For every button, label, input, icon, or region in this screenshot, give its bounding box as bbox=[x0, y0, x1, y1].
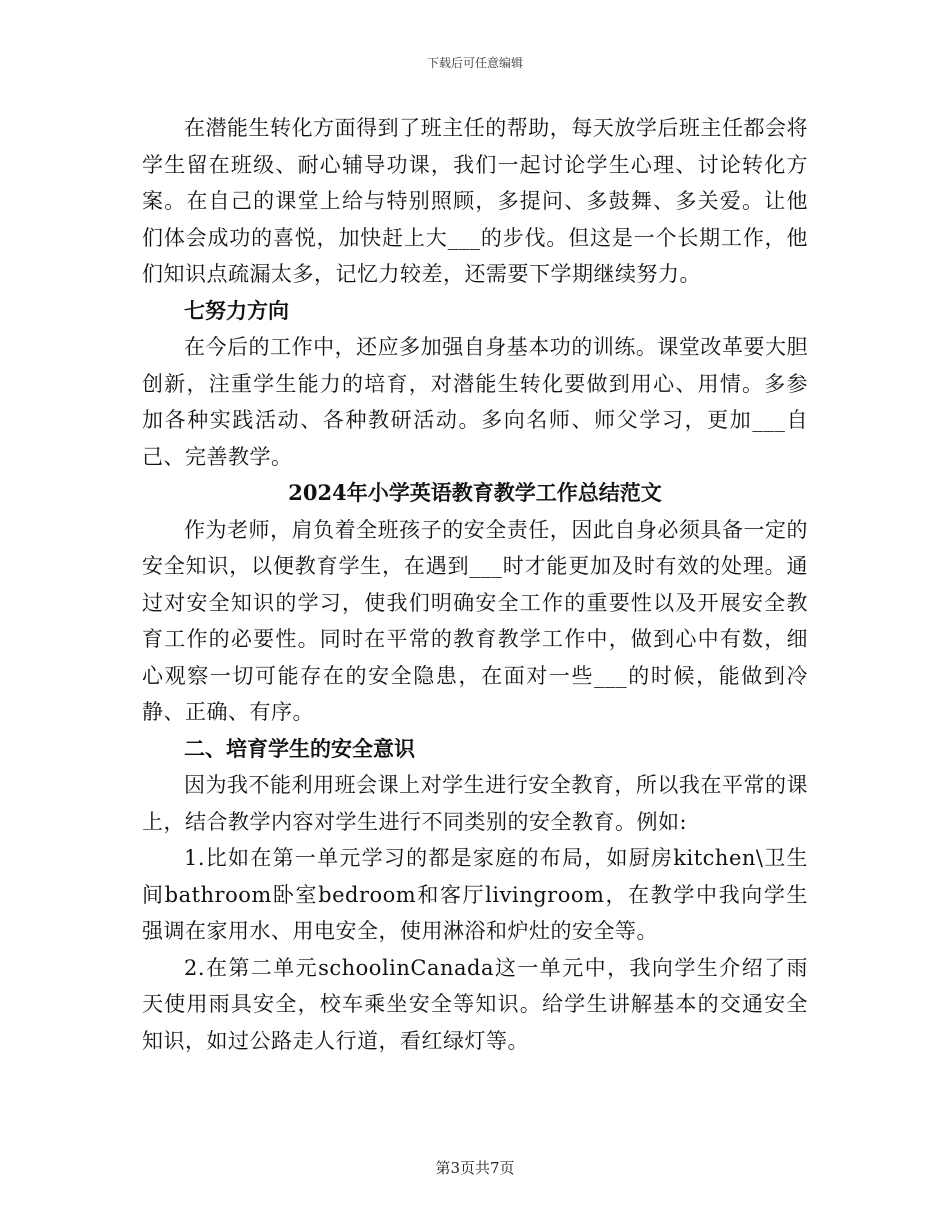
page-header: 下载后可任意编辑 bbox=[426, 56, 523, 70]
section-heading-2: 二、培育学生的安全意识 bbox=[184, 735, 415, 761]
list-item-2: 2.在第二单元schoolinCanada这一单元中，我向学生介绍了雨天使用雨具安全，校车乘坐安全等知识。给学生讲解基本的交通安全知识，如过公路走人行道，看红绿灯等。 bbox=[142, 955, 808, 1053]
paragraph-4: 因为我不能利用班会课上对学生进行安全教育，所以我在平常的课上，结合教学内容对学生进行不同类别的安全教育。例如: bbox=[142, 773, 808, 834]
list-item-1: 1.比如在第一单元学习的都是家庭的布局，如厨房kitchen\卫生间bathroom卧室bedroom和客厅livingroom，在教学中我向学生强调在家用水、用电安全，使用淋浴和炉灶的安全等。 bbox=[142, 846, 808, 943]
section-heading-7: 七努力方向 bbox=[184, 297, 289, 323]
document-body bbox=[142, 110, 808, 1059]
document-title: 2024年小学英语教育教学工作总结范文 bbox=[288, 480, 662, 505]
page-footer: 第3页共7页 bbox=[435, 1159, 515, 1177]
paragraph-1: 在潜能生转化方面得到了班主任的帮助，每天放学后班主任都会将学生留在班级、耐心辅导功课，我们一起讨论学生心理、讨论转化方案。在自己的课堂上给与特别照顾，多提问、多鼓舞、多关爱。让他们体会成功的喜悦，加快赶上大___的步伐。但这是一个长期工作，他们知识点疏漏太多，记忆力较差，还需要下学期继续努力。 bbox=[142, 116, 808, 286]
paragraph-3: 作为老师，肩负着全班孩子的安全责任，因此自身必须具备一定的安全知识，以便教育学生，在遇到___时才能更加及时有效的处理。通过对安全知识的学习，使我们明确安全工作的重要性以及开展安全教育工作的必要性。同时在平常的教育教学工作中，做到心中有数，细心观察一切可能存在的安全隐患，在面对一些___的时候，能做到冷静、正确、有序。 bbox=[142, 517, 808, 724]
paragraph-2: 在今后的工作中，还应多加强自身基本功的训练。课堂改革要大胆创新，注重学生能力的培育，对潜能生转化要做到用心、用情。多参加各种实践活动、各种教研活动。多向名师、师父学习，更加___自己、完善教学。 bbox=[142, 335, 808, 469]
